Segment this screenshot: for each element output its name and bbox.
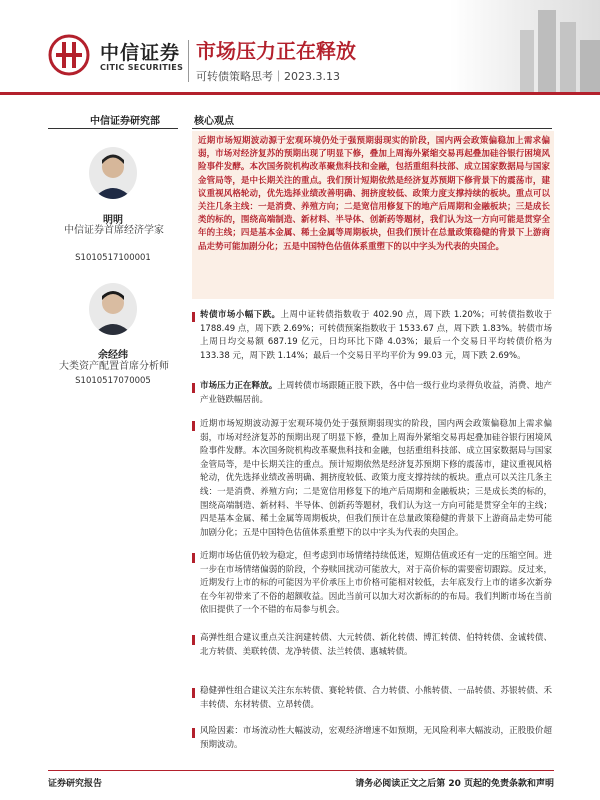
paragraph-valuation: 近期市场估值仍较为稳定，但考虑到市场情绪持续低迷，短期估值或还有一定的压缩空间。进一步在市场情绪偏弱的阶段，个券赎回扰动可能放大，对于高价标的需要密切跟踪。反过来，近期发行上市的标的可能因为平价承压上市价格可能相对较低，去年底发行上市的诸多次新券在今年初带来了不俗的超额收益。因此当前可以加大对次新标的的布局。我们判断市场在当前依旧提供了一个不错的布局参与机会。 [200, 551, 552, 616]
author-photo [89, 283, 137, 335]
bullet-marker [192, 312, 195, 322]
summary-text: 近期市场短期波动源于宏观环境仍处于强预期弱现实的阶段，国内两会政策偏稳加上需求偏弱，市场对经济复苏的预期出现了明显下修，叠加上周海外紧缩交易再起叠加硅谷银行困境风险事件发酵。本次国务院机构改革聚焦科技和金融，包括重组科技部、成立国家数据局与国家金管局等，是中长期关注的重点。我们预计短期依然是经济复苏预期下修背景下的震荡市，建议重视风格轮动，优先选择业绩改善明确、拥挤度较低、政策力度支撑持续的板块。重点可以关注几条主线：一是消费、养殖方向；二是宽信用修复下的地产后周期和金融板块；三是成长类的标的，围绕高端制造、新材料、半导体、创新药等题材，我们认为这一方向可能是贯穿全年的主线；四是基本金属、稀土金属等周期板块，但我们预计在总量政策稳健的背景下上游商品走势可能加剧分化；五是中国特色估值体系重塑下的以中字头为代表的央国企。 [198, 136, 550, 252]
research-department: 中信证券研究部 [90, 116, 160, 127]
logo-chinese-text: 中信证券 [100, 42, 181, 64]
bullet-marker [192, 553, 195, 563]
author-license-id: S1010517070005 [75, 376, 151, 386]
author-title: 大类资产配置首席分析师 [59, 361, 169, 372]
report-title: 市场压力正在释放 [196, 39, 356, 63]
paragraph-risk-factors: 风险因素：市场流动性大幅波动，宏观经济增速不如预期，无风险利率大幅波动，正股股价超预期波动。 [200, 726, 552, 750]
paragraph-high-elasticity: 高弹性组合建议重点关注润建转债、大元转债、新化转债、博汇转债、伯特转债、金诚转债、北方转债、美联转债、龙净转债、法兰转债、惠城转债。 [200, 633, 552, 657]
citic-logo-icon [48, 34, 98, 76]
bullet-marker [192, 728, 195, 738]
logo-english-text: CITIC SECURITIES [100, 63, 184, 72]
footer-report-type: 证券研究报告 [48, 779, 103, 789]
left-section-rule [48, 128, 178, 129]
author-name: 余经纬 [98, 350, 128, 361]
footer-rule [48, 770, 554, 771]
bullet-marker [192, 421, 195, 431]
person-icon [89, 283, 137, 335]
bullet-marker [192, 635, 195, 645]
paragraph-body: 上周转债市场跟随正股下跌，各中信一级行业均录得负收益，消费、地产产业链跌幅居前。 [200, 381, 552, 405]
author-name: 明明 [103, 215, 123, 226]
core-views-heading: 核心观点 [194, 116, 234, 127]
footer-disclaimer: 请务必阅读正文之后第 20 页起的免责条款和声明 [355, 779, 554, 789]
bullet-marker [192, 383, 195, 393]
person-icon [89, 147, 137, 199]
report-subtitle: 可转债策略思考｜2023.3.13 [196, 70, 340, 83]
bullet-marker [192, 688, 195, 698]
author-title: 中信证券首席经济学家 [64, 225, 164, 236]
paragraph-stable: 稳健弹性组合建议关注东东转债、赛轮转债、合力转债、小熊转债、一品转债、苏银转债、禾丰转债、东材转债、立昂转债。 [200, 686, 552, 710]
core-views-rule [192, 128, 552, 129]
author-photo [89, 147, 137, 199]
paragraph-market-decline [200, 309, 552, 363]
paragraph-pressure-release [200, 380, 552, 407]
author-license-id: S1010517100001 [75, 253, 151, 263]
header-skyline-image [450, 0, 600, 92]
paragraph-outlook: 近期市场短期波动源于宏观环境仍处于强预期弱现实的阶段，国内两会政策偏稳加上需求偏弱，市场对经济复苏的预期出现了明显下修，叠加上周海外紧缩交易再起叠加硅谷银行困境风险事件发酵。本次国务院机构改革聚焦科技和金融，包括重组科技部、成立国家数据局与国家金管局等，是中长期关注的重点。预计短期依然是经济复苏预期下修的震荡市，建议重视风格轮动，优先选择业绩改善明确、拥挤度较低、政策力度支撑持续的板块。重点可以关注几条主线：一是消费、养殖方向；二是宽信用修复下的地产后周期和金融板块；三是成长类的标的，围绕高端制造、新材料、半导体、创新药等题材，我们认为这一方向可能是贯穿全年的主线；四是基本金属、稀土金属等周期板块，但我们预计在总量政策稳健的背景下上游商品走势可能加剧分化；五是中国特色估值体系重塑下的以中字头为代表的央国企。 [200, 419, 552, 538]
header-divider [188, 40, 189, 82]
header-rule [0, 92, 600, 95]
paragraph-lead: 市场压力正在释放。 [200, 381, 278, 391]
paragraph-body: 上周中证转债指数收于 402.90 点，周下跌 1.20%；可转债指数收于 1788.49 点，周下跌 2.69%；可转债预案指数收于 1533.67 点，周下跌 1.83%。转债市场上周日均交易额 687.19 亿元，日均环比下降 4.03%；最后一个交易日平均转债价格为 133.38 元，周下跌 1.14%；最后一个交易日平均平价为 99.03 元，周下跌 2.69%。 [200, 310, 552, 361]
paragraph-lead: 转债市场小幅下跌。 [200, 310, 281, 320]
